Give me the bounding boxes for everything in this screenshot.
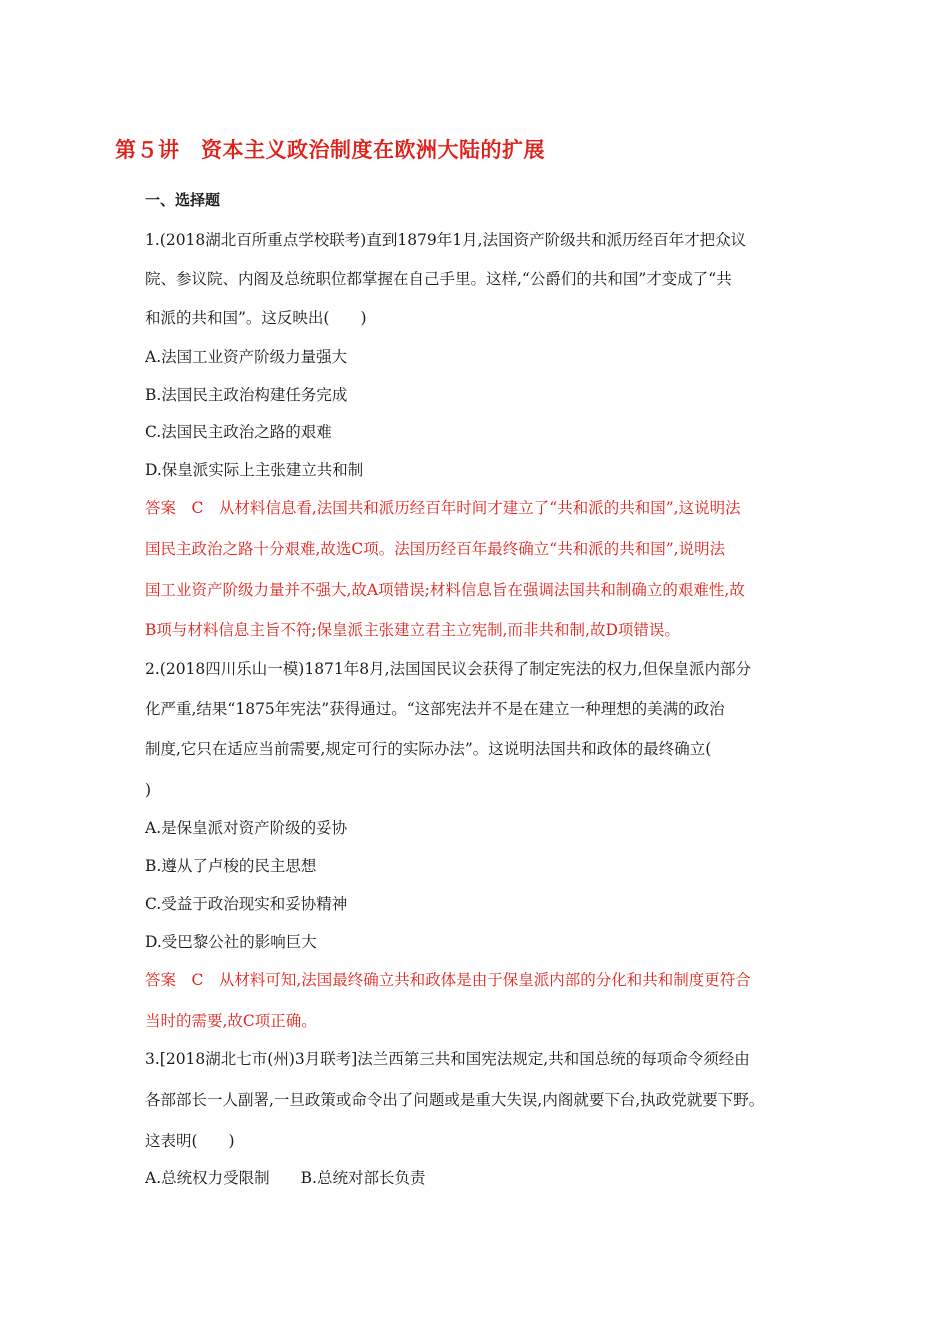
q1-option-b: B.法国民主政治构建任务完成 — [145, 386, 348, 404]
q2-stem-line: ) — [145, 781, 152, 799]
q1-stem-line: 1.(2018湖北百所重点学校联考)直到1879年1月,法国资产阶级共和派历经百年才把众议 — [145, 231, 747, 249]
q1-answer-line: 国工业资产阶级力量并不强大,故A项错误;材料信息旨在强调法国共和制确立的艰难性,故 — [145, 581, 745, 599]
q3-stem-line: 3.[2018湖北七市(州)3月联考]法兰西第三共和国宪法规定,共和国总统的每项命令须经由 — [145, 1050, 750, 1068]
q1-option-c: C.法国民主政治之路的艰难 — [145, 423, 332, 441]
q2-answer-line: 当时的需要,故C项正确。 — [145, 1012, 317, 1030]
page-title: 第５讲 资本主义政治制度在欧洲大陆的扩展 — [115, 138, 545, 162]
q2-option-a: A.是保皇派对资产阶级的妥协 — [145, 819, 348, 837]
q2-option-c: C.受益于政治现实和妥协精神 — [145, 895, 348, 913]
section-heading: 一、选择题 — [145, 191, 221, 209]
q2-stem-line: 制度,它只在适应当前需要,规定可行的实际办法”。这说明法国共和政体的最终确立( — [145, 740, 712, 758]
q2-stem-line: 2.(2018四川乐山一模)1871年8月,法国国民议会获得了制定宪法的权力,但保皇派内部分 — [145, 660, 751, 678]
q2-stem-line: 化严重,结果“1875年宪法”获得通过。“这部宪法并不是在建立一种理想的美满的政治 — [145, 700, 725, 718]
q3-stem-line: 各部部长一人副署,一旦政策或命令出了问题或是重大失误,内阁就要下台,执政党就要下野。 — [145, 1091, 765, 1109]
q1-answer-line: B项与材料信息主旨不符;保皇派主张建立君主立宪制,而非共和制,故D项错误。 — [145, 621, 680, 639]
q1-option-d: D.保皇派实际上主张建立共和制 — [145, 461, 364, 479]
q3-options-row: A.总统权力受限制 B.总统对部长负责 — [145, 1169, 426, 1187]
q2-answer-line: 答案 C 从材料可知,法国最终确立共和政体是由于保皇派内部的分化和共和制度更符合 — [145, 971, 751, 989]
q1-stem-line: 院、参议院、内阁及总统职位都掌握在自己手里。这样,“公爵们的共和国”才变成了“共 — [145, 270, 732, 288]
q3-stem-line: 这表明( ) — [145, 1132, 235, 1150]
q1-stem-line: 和派的共和国”。这反映出( ) — [145, 309, 367, 327]
q2-option-b: B.遵从了卢梭的民主思想 — [145, 857, 317, 875]
q1-answer-line: 答案 C 从材料信息看,法国共和派历经百年时间才建立了“共和派的共和国”,这说明法 — [145, 499, 741, 517]
q2-option-d: D.受巴黎公社的影响巨大 — [145, 933, 317, 951]
q1-option-a: A.法国工业资产阶级力量强大 — [145, 348, 348, 366]
q1-answer-line: 国民主政治之路十分艰难,故选C项。法国历经百年最终确立“共和派的共和国”,说明法 — [145, 540, 726, 558]
